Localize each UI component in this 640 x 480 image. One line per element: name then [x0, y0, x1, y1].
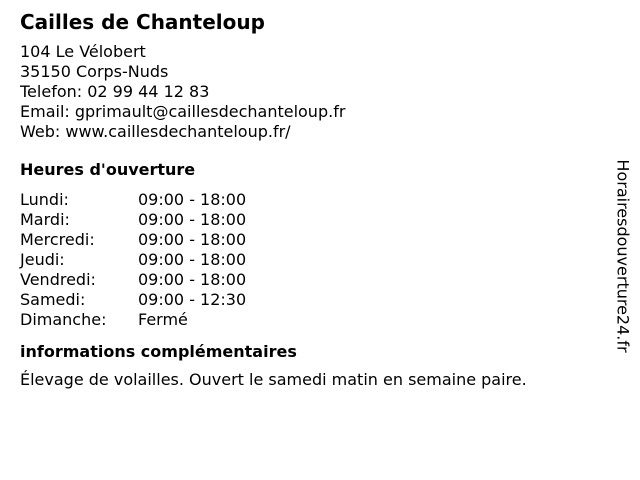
business-card [20, 10, 600, 390]
address-street: 104 Le Vélobert [20, 42, 146, 61]
business-name: Cailles de Chanteloup [20, 10, 265, 34]
hours-row-lundi [20, 190, 600, 210]
email-line: Email: gprimault@caillesdechanteloup.fr [20, 102, 346, 121]
day-label: Mercredi: [20, 230, 95, 249]
day-label: Lundi: [20, 190, 69, 209]
hours-row-jeudi [20, 250, 600, 270]
hours-value: 09:00 - 18:00 [138, 250, 247, 269]
additional-info-title: informations complémentaires [20, 342, 297, 361]
hours-value: 09:00 - 18:00 [138, 190, 247, 209]
site-watermark: Horairesdouverture24.fr [613, 159, 633, 353]
hours-row-samedi [20, 290, 600, 310]
day-label: Mardi: [20, 210, 70, 229]
phone-line: Telefon: 02 99 44 12 83 [20, 82, 210, 101]
day-label: Jeudi: [20, 250, 65, 269]
hours-row-mercredi [20, 230, 600, 250]
website-line: Web: www.caillesdechanteloup.fr/ [20, 122, 291, 141]
hours-value: 09:00 - 18:00 [138, 230, 247, 249]
hours-value: 09:00 - 18:00 [138, 210, 247, 229]
opening-hours-table [20, 190, 600, 330]
day-label: Dimanche: [20, 310, 107, 329]
additional-info-text: Élevage de volailles. Ouvert le samedi matin en semaine paire. [20, 370, 527, 389]
hours-row-mardi [20, 210, 600, 230]
hours-value: 09:00 - 18:00 [138, 270, 247, 289]
day-label: Samedi: [20, 290, 86, 309]
hours-value: 09:00 - 12:30 [138, 290, 247, 309]
hours-row-vendredi [20, 270, 600, 290]
address-city: 35150 Corps-Nuds [20, 62, 169, 81]
opening-hours-title: Heures d'ouverture [20, 160, 196, 179]
day-label: Vendredi: [20, 270, 96, 289]
hours-row-dimanche [20, 310, 600, 330]
hours-value: Fermé [138, 310, 188, 329]
address-block [20, 42, 600, 142]
